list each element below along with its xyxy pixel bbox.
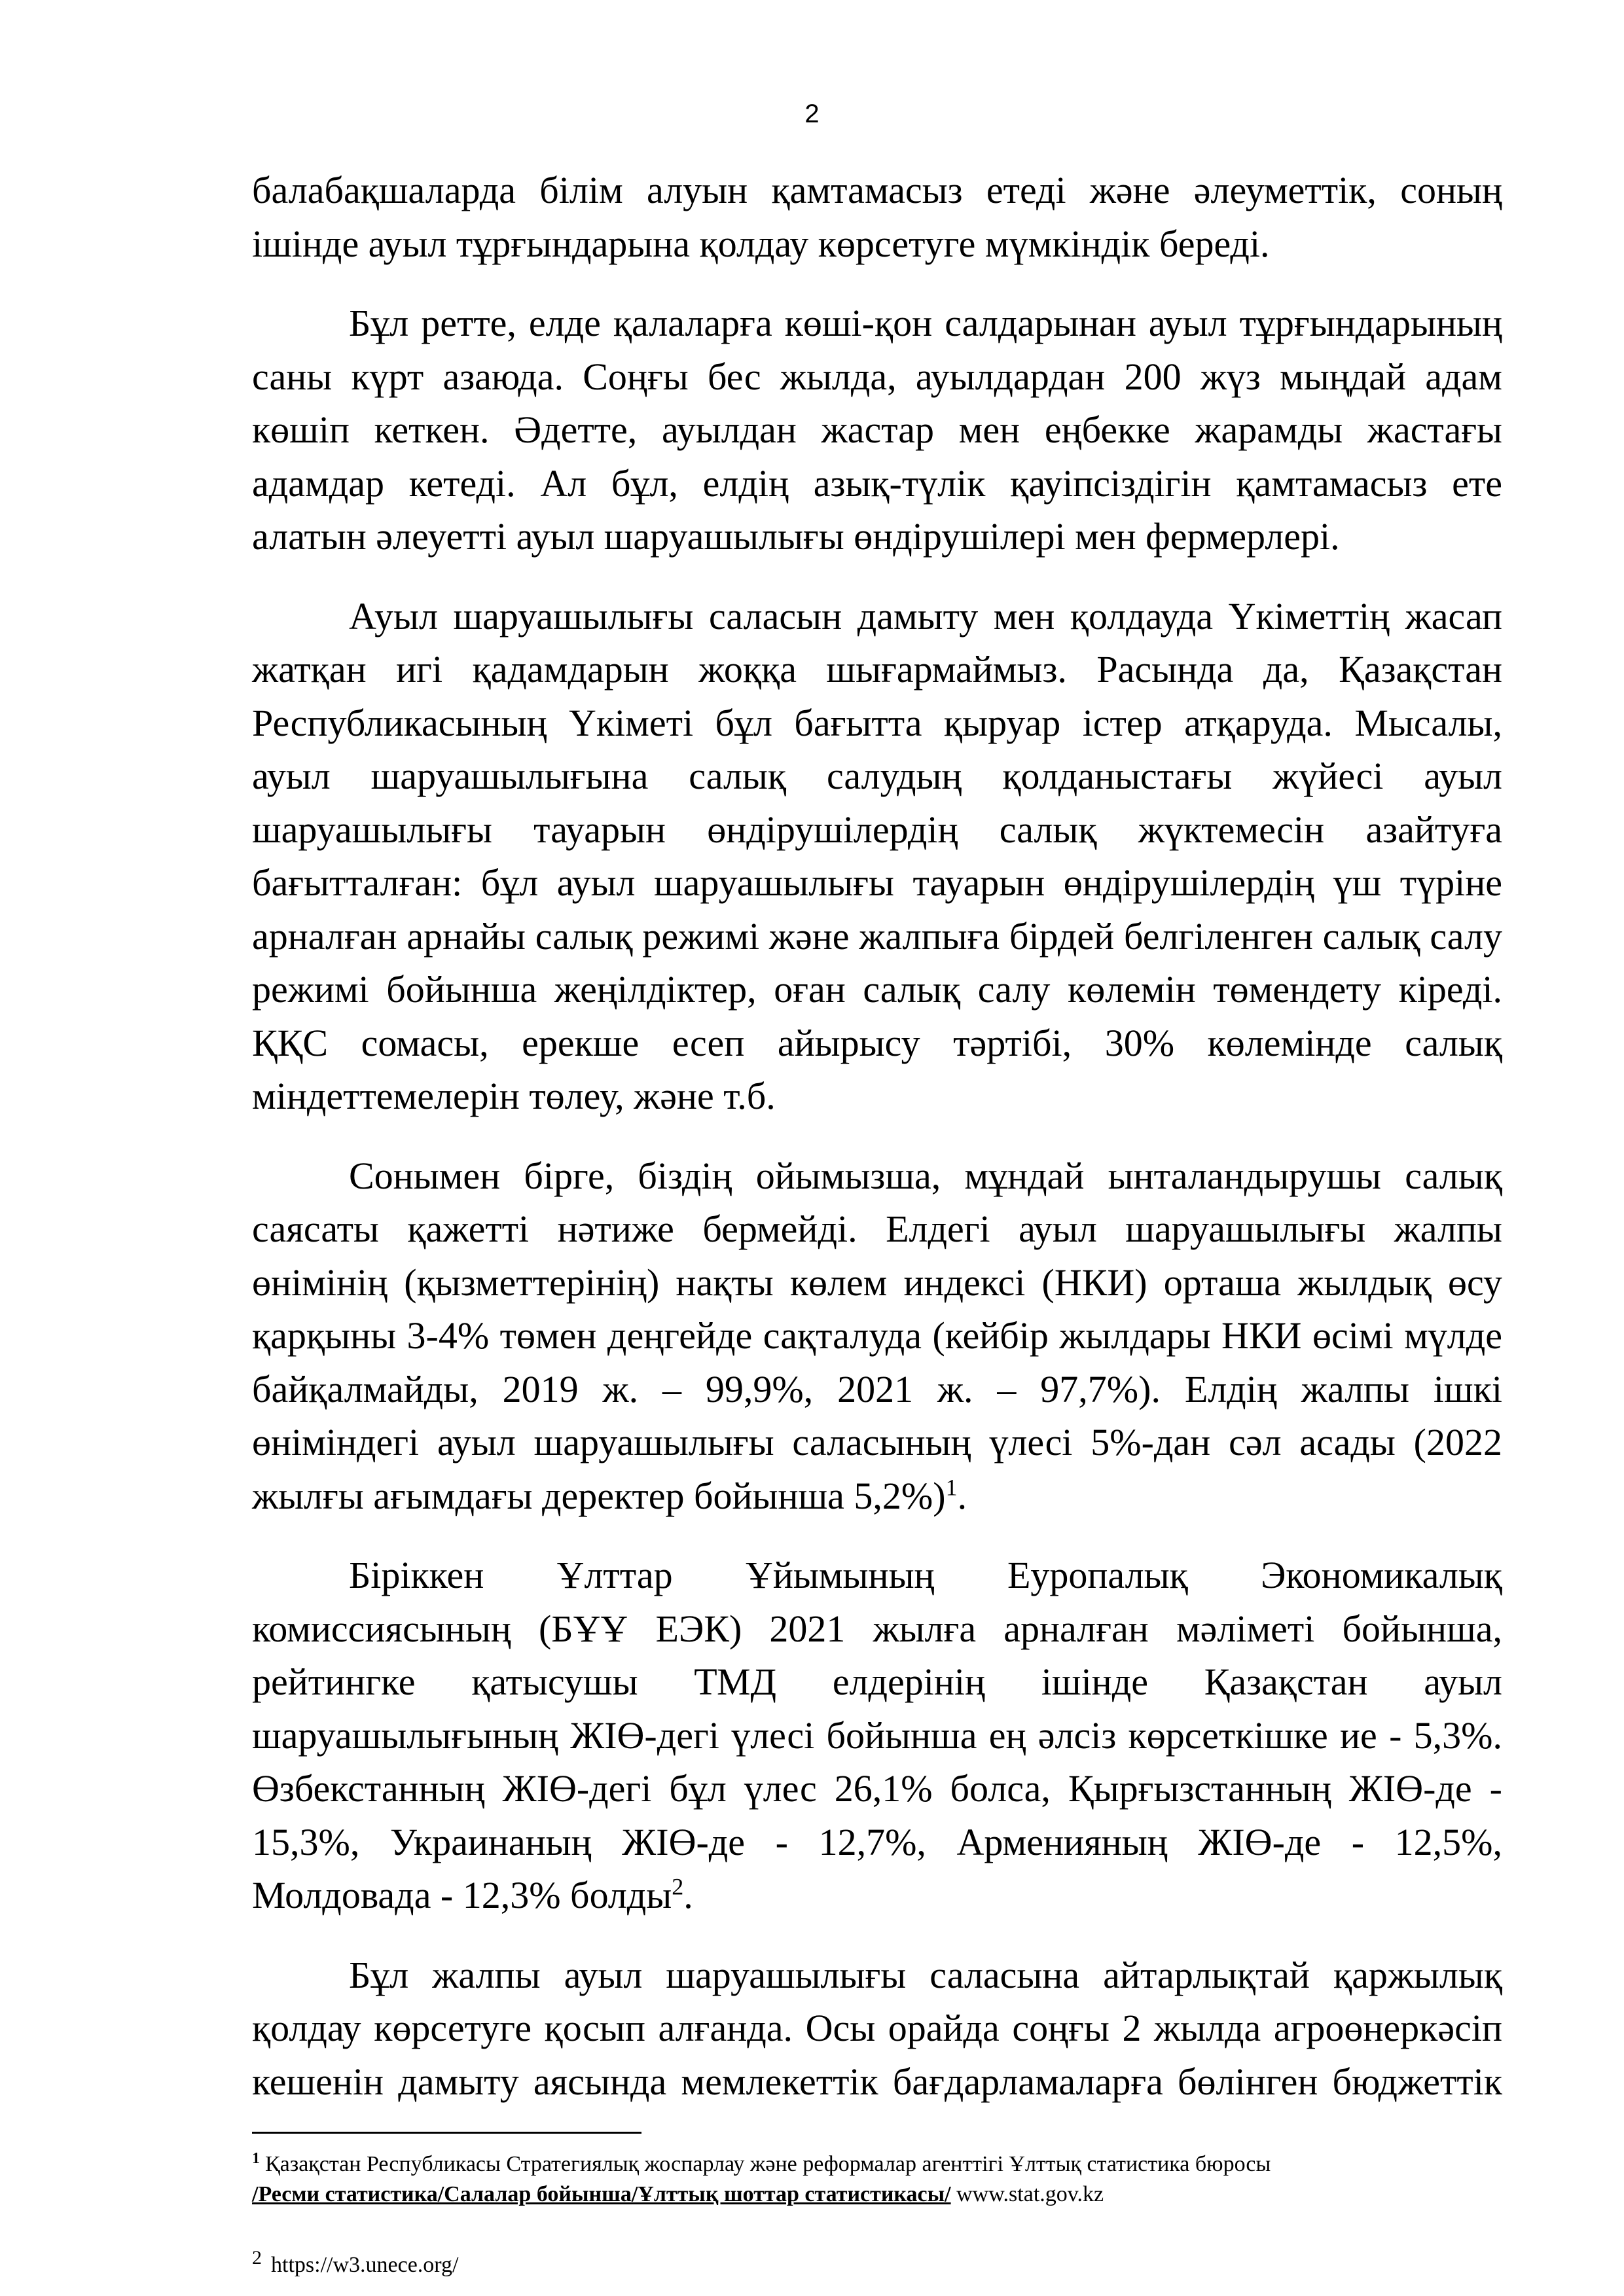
footnote-2-url[interactable]: https://w3.unece.org/ <box>271 2253 459 2277</box>
footnote-1-text: Қазақстан Республикасы Стратегиялық жоспарлау және реформалар агенттігі Ұлттық статистика бюросы <box>265 2152 1271 2176</box>
paragraph-5-text: Біріккен Ұлттар Ұйымының Еуропалық Экономикалық комиссиясының (БҰҰ ЕЭК) 2021 жылға арналған мәліметі бойынша, рейтингке қатысушы ТМД елдерінің ішінде Қазақстан ауыл шаруашылығының ЖІӨ-дегі үлесі бойынша ең әлсіз көрсеткішке ие - 5,3%. Өзбекстанның ЖІӨ-дегі бұл үлес 26,1% болса, Қырғызстанның ЖІӨ-де - 15,3%, Украинаның ЖІӨ-де - 12,7%, Арменияның ЖІӨ-де - 12,5%, Молдовада - 12,3% болды <box>252 1554 1502 1916</box>
footnote-2 <box>252 2246 1502 2280</box>
footnote-ref-1[interactable]: 1 <box>945 1474 958 1501</box>
footnote-ref-2[interactable]: 2 <box>672 1873 684 1900</box>
paragraph-3: Ауыл шаруашылығы саласын дамыту мен қолдауда Үкіметтің жасап жатқан игі қадамдарын жоққа шығармаймыз. Расында да, Қазақстан Республикасының Үкіметі бұл бағытта қыруар істер атқаруда. Мысалы, ауыл шаруашылығына салық салудың қолданыстағы жүйесі ауыл шаруашылығы тауарын өндірушілердің салық жүктемесін азайтуға бағытталған: бұл ауыл шаруашылығы тауарын өндірушілердің үш түріне арналған арнайы салық режимі және жалпыға бірдей белгіленген салық салу режимі бойынша жеңілдіктер, оған салық салу көлемін төмендету кіреді. ҚҚС сомасы, ерекше есеп айырысу тәртібі, 30% көлемінде салық міндеттемелерін төлеу, және т.б. <box>252 594 1502 1117</box>
footnote-1-mark: 1 <box>252 2149 260 2167</box>
paragraph-5 <box>252 1549 1502 1922</box>
paragraph-4-end: . <box>957 1474 967 1517</box>
paragraph-4 <box>252 1149 1502 1523</box>
paragraph-4-text: Сонымен бірге, біздің ойымызша, мұндай ынталандырушы салық саясаты қажетті нәтиже бермейді. Елдегі ауыл шаруашылығы жалпы өнімінің (қызметтерінің) нақты көлем индексі (НКИ) орташа жылдық өсу қарқыны 3-4% төмен деңгейде сақталуда (кейбір жылдары НКИ өсімі мүлде байқалмайды, 2019 ж. – 99,9%, 2021 ж. – 97,7%). Елдің жалпы ішкі өніміндегі ауыл шаруашылығы саласының үлесі 5%-дан сәл асады (2022 жылғы ағымдағы деректер бойынша 5,2%) <box>252 1154 1502 1517</box>
footnote-1-link[interactable]: /Ресми статистика/Салалар бойынша/Ұлттық шоттар статистикасы/ <box>252 2182 951 2206</box>
footnote-1-site[interactable]: www.stat.gov.kz <box>956 2182 1104 2206</box>
footnote-1 <box>252 2149 1502 2210</box>
paragraph-1: балабақшаларда білім алуын қамтамасыз етеді және әлеуметтік, соның ішінде ауыл тұрғындарына қолдау көрсетуге мүмкіндік береді. <box>252 169 1502 265</box>
footnote-2-mark: 2 <box>252 2246 262 2269</box>
paragraph-2: Бұл ретте, елде қалаларға көші-қон салдарынан ауыл тұрғындарының саны күрт азаюда. Соңғы бес жылда, ауылдардан 200 жүз мыңдай адам көшіп кеткен. Әдетте, ауылдан жастар мен еңбекке жарамды жастағы адамдар кетеді. Ал бұл, елдің азық-түлік қауіпсіздігін қамтамасыз ете алатын әлеуетті ауыл шаруашылығы өндірушілері мен фермерлері. <box>252 302 1502 558</box>
paragraph-6: Бұл жалпы ауыл шаруашылығы саласына айтарлықтай қаржылық қолдау көрсетуге қосып алғанда. Осы орайда соңғы 2 жылда агроөнеркәсіп кешенін дамыту аясында мемлекеттік бағдарламаларға бөлінген бюджеттік <box>252 1953 1502 2103</box>
paragraph-5-end: . <box>683 1874 693 1916</box>
document-body <box>252 164 1502 2108</box>
page-number: 2 <box>804 99 820 128</box>
footnote-separator <box>252 2132 641 2134</box>
footnotes <box>252 2149 1502 2280</box>
